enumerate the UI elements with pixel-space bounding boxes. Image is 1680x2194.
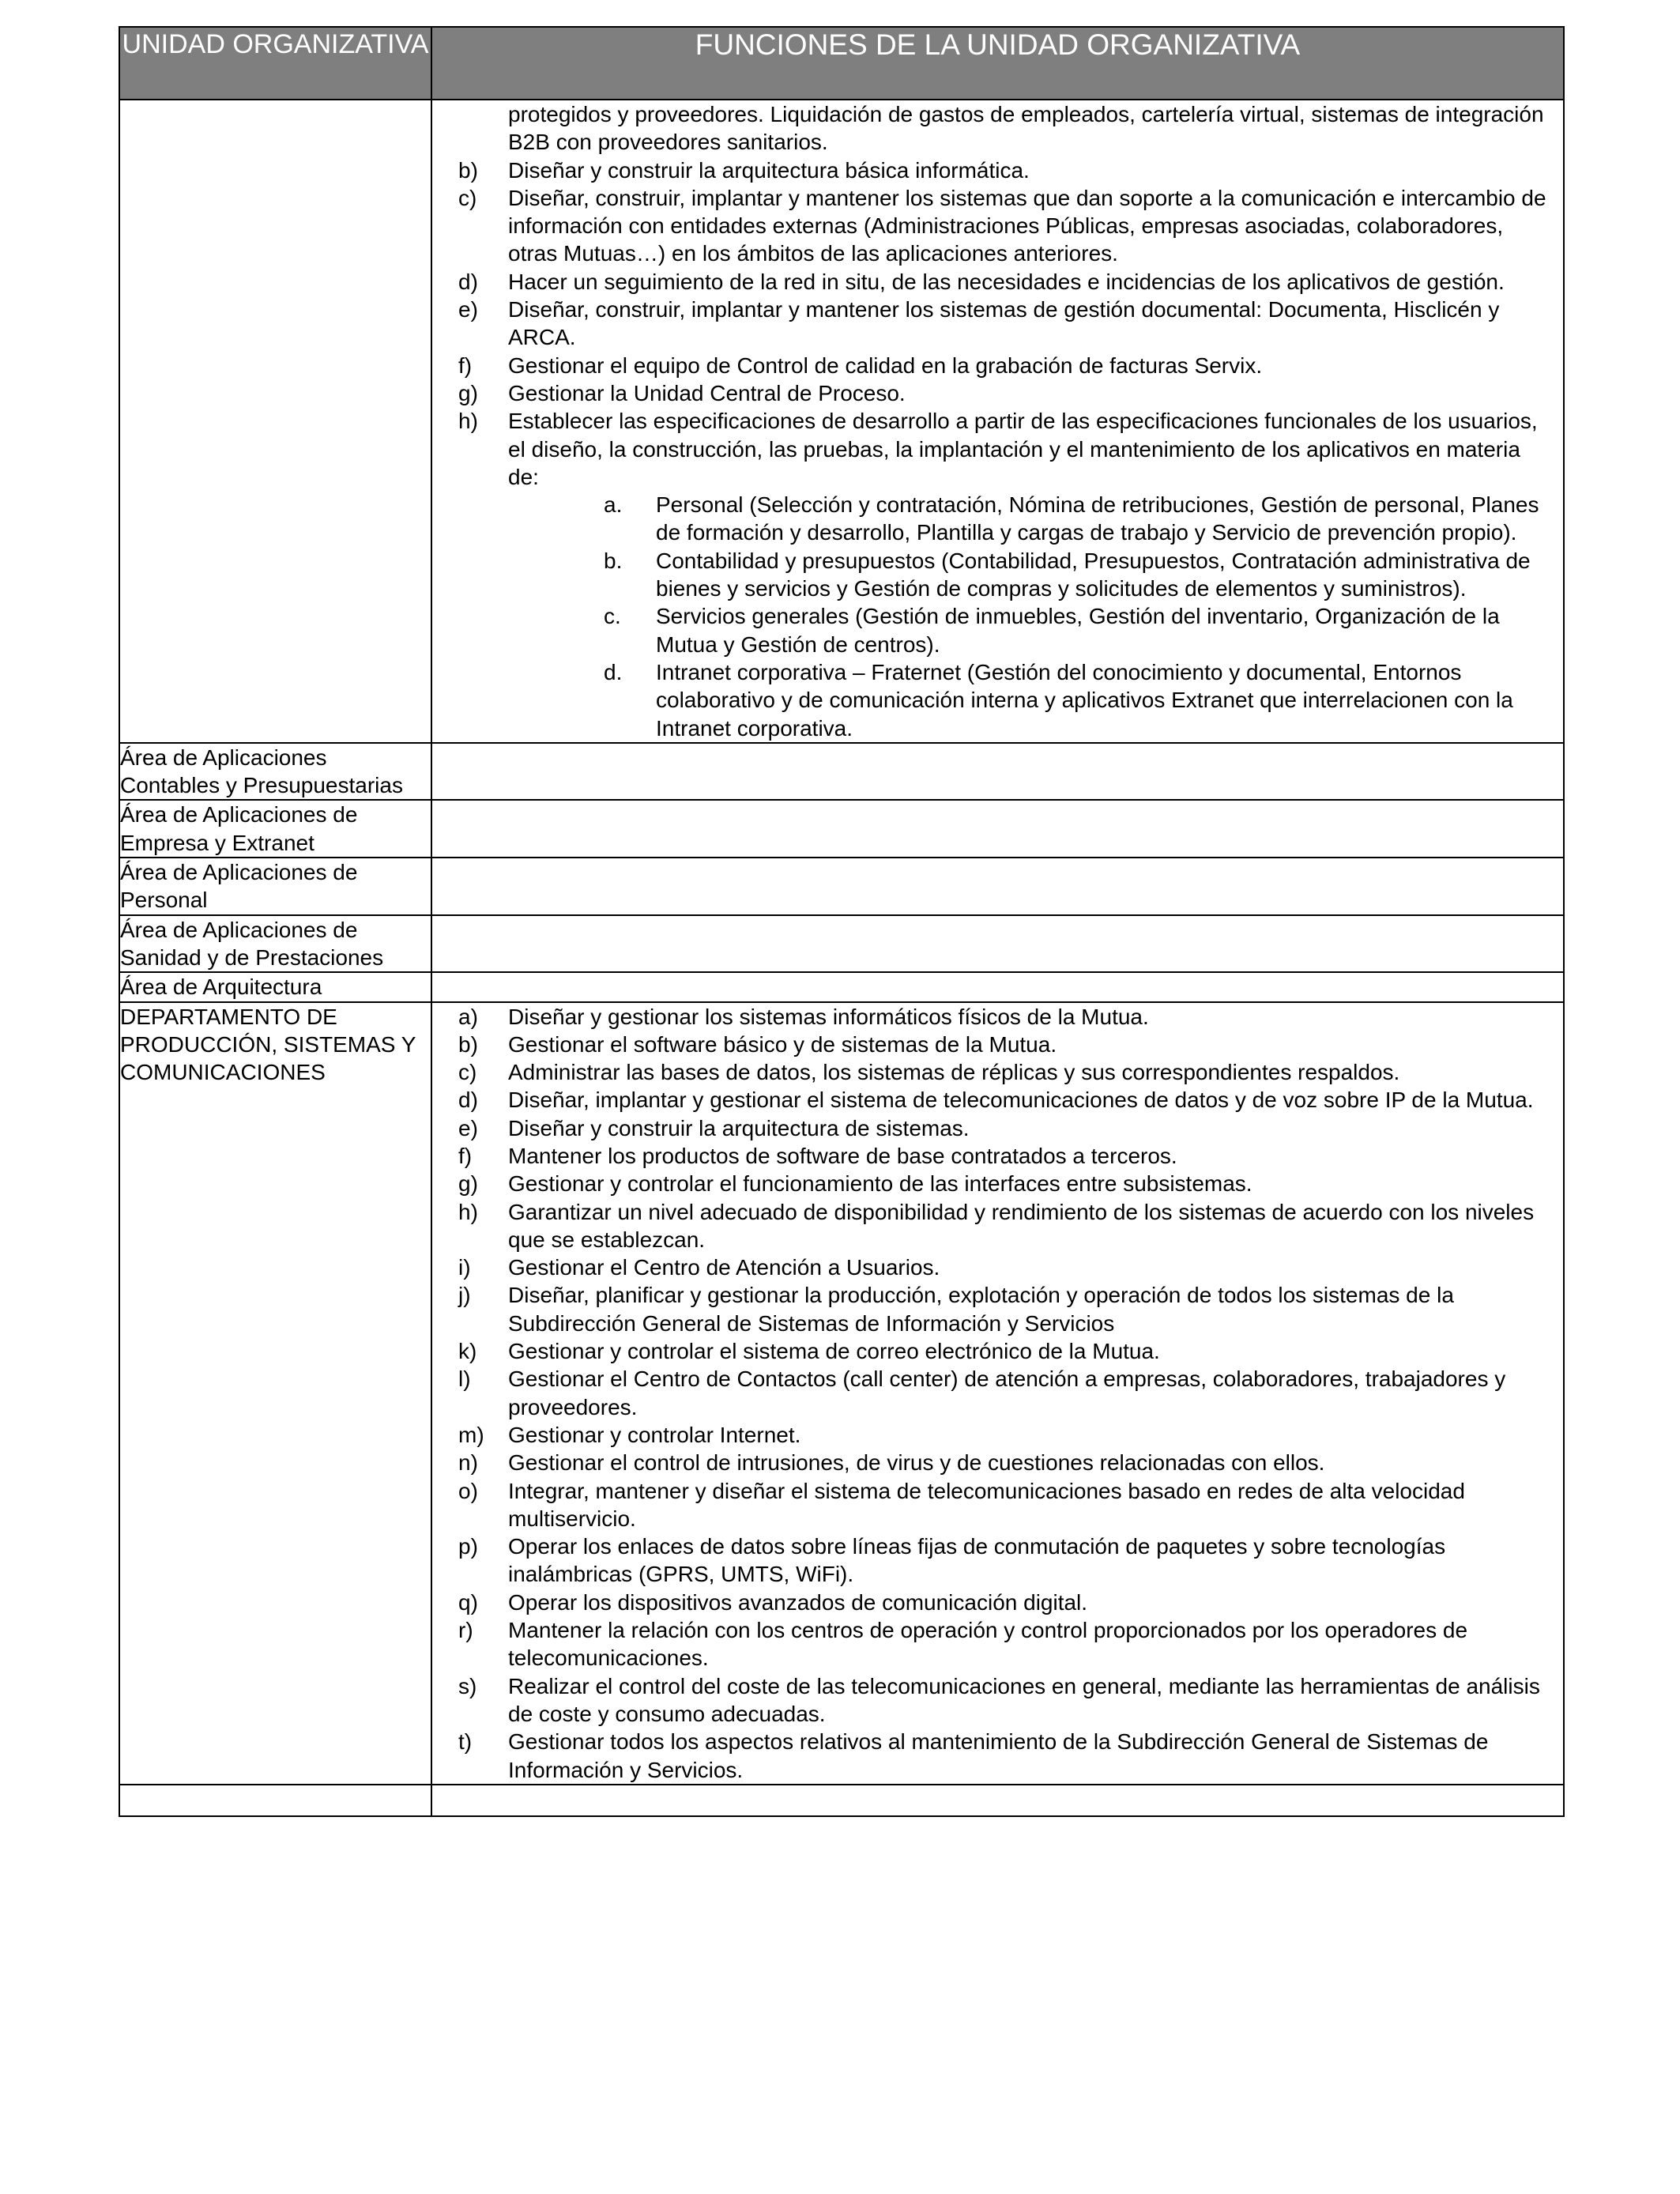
list-item — [432, 1337, 1563, 1365]
item-text: Gestionar todos los aspectos relativos al mantenimiento de la Subdirección General de Sistemas de Información y Servicios. — [508, 1729, 1489, 1782]
item-text: Diseñar, construir, implantar y mantener los sistemas que dan soporte a la comunicación e intercambio de información con entidades externas (Administraciones Públicas, empresas asociadas, colaboradores, otras Mutuas…) en los ámbitos de las aplicaciones anteriores. — [508, 185, 1546, 266]
item-text: Establecer las especificaciones de desarrollo a partir de las especificaciones funcionales de los usuarios, el diseño, la construcción, las pruebas, la implantación y el mantenimiento de los aplicativos en materia de: — [508, 409, 1538, 489]
sub-item-text: Servicios generales (Gestión de inmuebles, Gestión del inventario, Organización de la Mutua y Gestión de centros). — [656, 604, 1500, 657]
item-label: m) — [458, 1422, 484, 1447]
area-functions-empty — [431, 743, 1564, 801]
list-item — [432, 1728, 1563, 1784]
item-text: Diseñar, construir, implantar y mantener los sistemas de gestión documental: Documenta, Hisclicén y ARCA. — [508, 297, 1500, 350]
item-label: i) — [458, 1255, 471, 1280]
sub-list-item — [432, 547, 1563, 603]
item-text: Integrar, mantener y diseñar el sistema de telecomunicaciones basado en redes de alta velocidad multiservicio. — [508, 1478, 1465, 1531]
item-text: Operar los dispositivos avanzados de comunicación digital. — [508, 1589, 1088, 1615]
item-label: f) — [458, 352, 473, 378]
sub-item-text: Personal (Selección y contratación, Nómina de retribuciones, Gestión de personal, Planes de formación y desarrollo, Plantilla y cargas de trabajo y Servicio de prevención propio). — [656, 492, 1539, 545]
item-text: Mantener la relación con los centros de operación y control proporcionados por los operadores de telecomunicaciones. — [508, 1618, 1468, 1671]
area-name: Área de Aplicaciones de Personal — [119, 858, 431, 915]
functions-cell-continued — [431, 100, 1564, 743]
list-item — [432, 1114, 1563, 1142]
item-text: Operar los enlaces de datos sobre líneas fijas de conmutación de paquetes y sobre tecnologías inalámbricas (GPRS, UMTS, WiFi). — [508, 1534, 1446, 1587]
item-label: o) — [458, 1478, 478, 1503]
list-item — [432, 1672, 1563, 1728]
list-item — [432, 1142, 1563, 1170]
list-item — [432, 1086, 1563, 1114]
item-label: d) — [458, 1088, 478, 1113]
list-item — [432, 352, 1563, 379]
list-item — [432, 1532, 1563, 1589]
table-header-row — [119, 27, 1564, 100]
list-item — [432, 184, 1563, 268]
sub-item-label: d. — [604, 659, 623, 684]
item-label: a) — [458, 1004, 478, 1029]
item-text: Gestionar el control de intrusiones, de virus y de cuestiones relacionadas con ellos. — [508, 1450, 1325, 1476]
list-item — [432, 1253, 1563, 1281]
area-functions-empty — [431, 858, 1564, 915]
item-text: Diseñar, planificar y gestionar la producción, explotación y operación de todos los sistemas de la Subdirección General de Sistemas de Información y Servicios — [508, 1283, 1454, 1336]
item-text: Gestionar y controlar Internet. — [508, 1422, 801, 1447]
item-label: c) — [458, 185, 477, 210]
department-functions — [431, 1002, 1564, 1785]
table-row-continued — [119, 100, 1564, 743]
list-item — [432, 296, 1563, 352]
list-item — [432, 1449, 1563, 1476]
table-row-area — [119, 972, 1564, 1001]
item-label: d) — [458, 269, 478, 294]
item-label: h) — [458, 1199, 478, 1224]
item-text: Gestionar la Unidad Central de Proceso. — [508, 380, 906, 405]
table-row-empty — [119, 1785, 1564, 1816]
item-label: k) — [458, 1339, 477, 1364]
item-text: Gestionar el Centro de Contactos (call center) de atención a empresas, colaboradores, trabajadores y proveedores. — [508, 1367, 1506, 1419]
table-row-area — [119, 915, 1564, 973]
organizational-functions-table — [119, 26, 1565, 1817]
area-functions-empty — [431, 915, 1564, 973]
item-text: Realizar el control del coste de las telecomunicaciones en general, mediante las herramientas de análisis de coste y consumo adecuadas. — [508, 1673, 1540, 1726]
list-item — [432, 1031, 1563, 1058]
list-item — [432, 1616, 1563, 1672]
table-row-area — [119, 800, 1564, 858]
list-item — [432, 1170, 1563, 1197]
sub-item-label: a. — [604, 492, 623, 518]
area-functions-empty — [431, 800, 1564, 858]
area-name: Área de Aplicaciones de Empresa y Extranet — [119, 800, 431, 858]
header-funciones: FUNCIONES DE LA UNIDAD ORGANIZATIVA — [431, 27, 1564, 100]
area-name: Área de Aplicaciones de Sanidad y de Prestaciones — [119, 915, 431, 973]
list-item — [432, 268, 1563, 296]
header-unidad-organizativa: UNIDAD ORGANIZATIVA — [119, 27, 431, 100]
area-name: Área de Aplicaciones Contables y Presupuestarias — [119, 743, 431, 801]
continued-lead-text: protegidos y proveedores. Liquidación de gastos de empleados, cartelería virtual, sistemas de integración B2B con proveedores sanitarios. — [508, 102, 1544, 155]
area-functions-empty — [431, 972, 1564, 1001]
item-label: j) — [458, 1283, 471, 1308]
table-row-area — [119, 743, 1564, 801]
table-row-department — [119, 1002, 1564, 1785]
item-text: Diseñar, implantar y gestionar el sistema de telecomunicaciones de datos y de voz sobre IP de la Mutua. — [508, 1088, 1534, 1113]
item-label: s) — [458, 1673, 477, 1698]
empty-cell — [119, 1785, 431, 1816]
item-label: b) — [458, 1031, 478, 1057]
department-name: DEPARTAMENTO DE PRODUCCIÓN, SISTEMAS Y COMUNICACIONES — [119, 1002, 431, 1785]
item-text: Gestionar y controlar el sistema de correo electrónico de la Mutua. — [508, 1339, 1160, 1364]
list-item — [432, 1281, 1563, 1337]
item-label: l) — [458, 1367, 471, 1392]
sub-item-text: Contabilidad y presupuestos (Contabilidad, Presupuestos, Contratación administrativa de bienes y servicios y Gestión de compras y solicitudes de elementos y suministros). — [656, 548, 1531, 601]
item-text: Diseñar y gestionar los sistemas informáticos físicos de la Mutua. — [508, 1004, 1149, 1029]
item-label: q) — [458, 1589, 478, 1615]
item-label: t) — [458, 1729, 473, 1755]
item-text: Hacer un seguimiento de la red in situ, de las necesidades e incidencias de los aplicativos de gestión. — [508, 269, 1505, 294]
list-item — [432, 1058, 1563, 1086]
item-label: b) — [458, 157, 478, 183]
list-item — [432, 1589, 1563, 1616]
item-text: Diseñar y construir la arquitectura básica informática. — [508, 157, 1030, 183]
table-row-area — [119, 858, 1564, 915]
item-text: Gestionar el software básico y de sistemas de la Mutua. — [508, 1031, 1057, 1057]
sub-list-item — [432, 658, 1563, 742]
item-label: g) — [458, 1171, 478, 1197]
list-item — [432, 407, 1563, 491]
list-item — [432, 1477, 1563, 1533]
sub-item-text: Intranet corporativa – Fraternet (Gestión del conocimiento y documental, Entornos colaborativo y de comunicación interna y aplicativos Extranet que interrelacionen con la Intranet corporativa. — [656, 659, 1513, 741]
unit-cell-empty — [119, 100, 431, 743]
list-item — [432, 156, 1563, 184]
sub-item-label: b. — [604, 548, 623, 573]
item-text: Administrar las bases de datos, los sistemas de réplicas y sus correspondientes respaldos. — [508, 1060, 1400, 1085]
item-text: Gestionar y controlar el funcionamiento de las interfaces entre subsistemas. — [508, 1171, 1252, 1197]
item-text: Gestionar el Centro de Atención a Usuarios. — [508, 1255, 940, 1280]
item-label: h) — [458, 409, 478, 434]
item-label: g) — [458, 380, 478, 405]
sub-list-item — [432, 602, 1563, 658]
sub-list-item — [432, 491, 1563, 547]
item-label: f) — [458, 1143, 473, 1168]
list-item — [432, 1198, 1563, 1254]
item-label: r) — [458, 1618, 473, 1643]
list-item — [432, 1421, 1563, 1449]
item-text: Mantener los productos de software de base contratados a terceros. — [508, 1143, 1177, 1168]
list-item — [432, 1365, 1563, 1421]
item-label: n) — [458, 1450, 478, 1476]
item-label: e) — [458, 1115, 478, 1140]
list-item — [432, 379, 1563, 407]
item-text: Diseñar y construir la arquitectura de sistemas. — [508, 1115, 970, 1140]
area-name: Área de Arquitectura — [119, 972, 431, 1001]
item-label: c) — [458, 1060, 477, 1085]
item-text: Garantizar un nivel adecuado de disponibilidad y rendimiento de los sistemas de acuerdo con los niveles que se establezcan. — [508, 1199, 1535, 1252]
empty-cell — [431, 1785, 1564, 1816]
item-text: Gestionar el equipo de Control de calidad en la grabación de facturas Servix. — [508, 352, 1263, 378]
list-item — [432, 1003, 1563, 1031]
item-label: e) — [458, 297, 478, 322]
item-label: p) — [458, 1534, 478, 1559]
sub-item-label: c. — [604, 604, 621, 629]
